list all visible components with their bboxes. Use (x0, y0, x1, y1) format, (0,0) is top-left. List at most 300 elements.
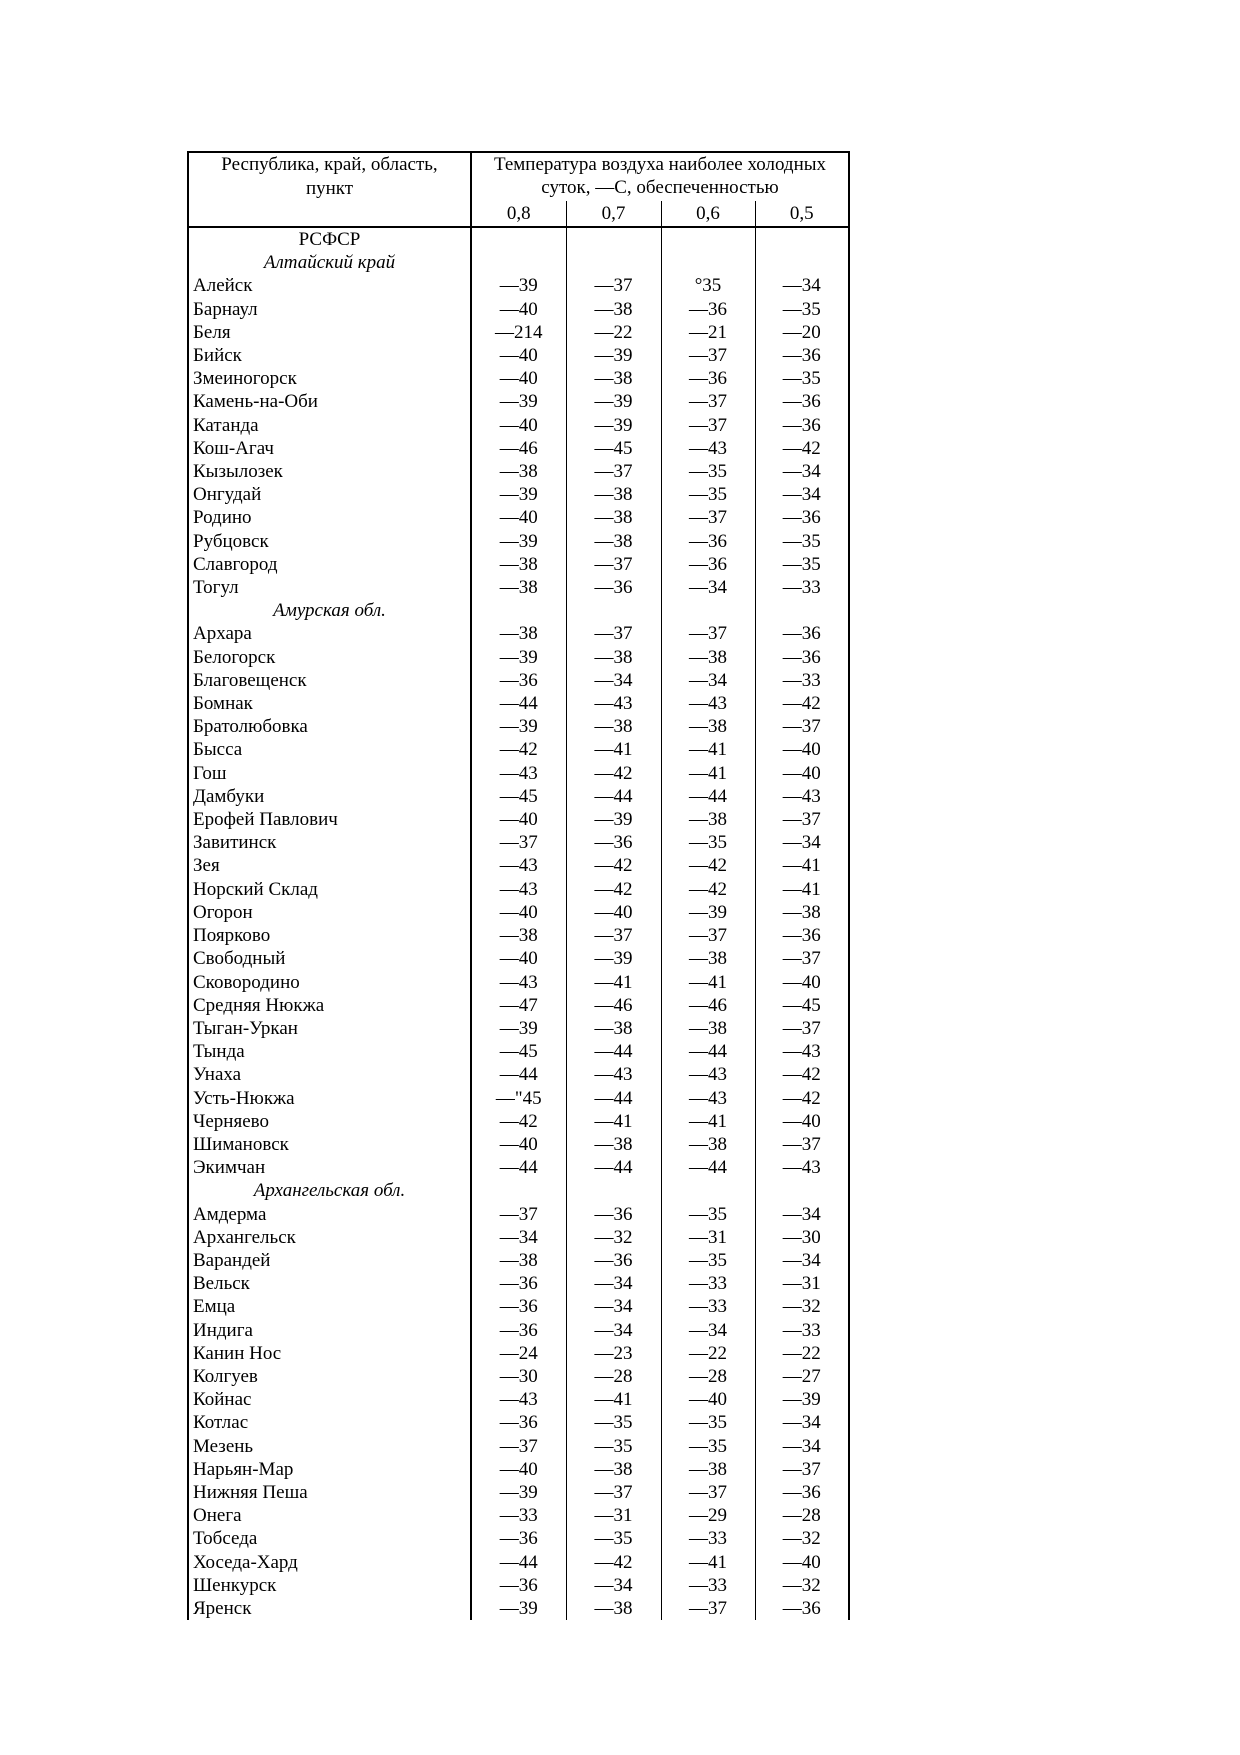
temperature-value: —33 (755, 576, 849, 599)
empty-cell (755, 251, 849, 274)
table-row (188, 1295, 849, 1318)
temperature-value: —46 (471, 437, 566, 460)
temperature-value: —20 (755, 321, 849, 344)
table-row (188, 1017, 849, 1040)
temperature-value: —22 (755, 1342, 849, 1365)
empty-cell (755, 599, 849, 622)
temperature-value: —29 (661, 1504, 755, 1527)
temperature-value: —38 (661, 1133, 755, 1156)
temperature-header-line2: суток, —С, обеспеченностью (541, 177, 779, 198)
table-row (188, 1504, 849, 1527)
temperature-value: —35 (661, 1435, 755, 1458)
section-header-row (188, 227, 849, 251)
prob-column-0-8: 0,8 (471, 201, 566, 227)
temperature-value: —34 (755, 460, 849, 483)
station-name: Завитинск (188, 831, 471, 854)
temperature-value: —40 (471, 414, 566, 437)
temperature-value: —37 (755, 947, 849, 970)
temperature-value: —37 (661, 414, 755, 437)
temperature-value: —40 (755, 971, 849, 994)
table-row (188, 646, 849, 669)
table-row (188, 1342, 849, 1365)
temperature-value: —35 (661, 1203, 755, 1226)
temperature-value: —44 (471, 1551, 566, 1574)
temperature-value: —33 (661, 1295, 755, 1318)
temperature-value: —42 (471, 738, 566, 761)
temperature-value: —41 (755, 878, 849, 901)
empty-cell (755, 1179, 849, 1202)
table-body (188, 227, 849, 1620)
temperature-value: —38 (566, 530, 661, 553)
table-row (188, 390, 849, 413)
temperature-value: —38 (566, 646, 661, 669)
temperature-value: —38 (661, 715, 755, 738)
table-row (188, 1411, 849, 1434)
table-row (188, 715, 849, 738)
temperature-value: —38 (566, 1017, 661, 1040)
temperature-value: —43 (471, 854, 566, 877)
temperature-value: —40 (471, 808, 566, 831)
temperature-value: —46 (566, 994, 661, 1017)
temperature-value: —28 (566, 1365, 661, 1388)
temperature-value: —38 (471, 576, 566, 599)
table-row (188, 1597, 849, 1620)
temperature-value: —37 (661, 344, 755, 367)
temperature-value: —40 (471, 1458, 566, 1481)
temperature-value: —36 (471, 1295, 566, 1318)
temperature-value: —42 (566, 1551, 661, 1574)
temperature-value: —38 (471, 553, 566, 576)
section-header-row (188, 599, 849, 622)
table-header (188, 152, 849, 227)
station-name: Экимчан (188, 1156, 471, 1179)
table-row (188, 460, 849, 483)
temperature-value: —23 (566, 1342, 661, 1365)
temperature-value: —39 (471, 483, 566, 506)
temperature-value: —39 (566, 808, 661, 831)
table-row (188, 854, 849, 877)
prob-column-0-5: 0,5 (755, 201, 849, 227)
temperature-value: —37 (755, 1458, 849, 1481)
table-row (188, 1133, 849, 1156)
temperature-value: —36 (471, 1574, 566, 1597)
station-name: Архангельск (188, 1226, 471, 1249)
temperature-value: —38 (661, 1017, 755, 1040)
temperature-value: —31 (661, 1226, 755, 1249)
temperature-value: —42 (755, 1087, 849, 1110)
temperature-value: —33 (661, 1574, 755, 1597)
station-name: Онега (188, 1504, 471, 1527)
temperature-value: —43 (471, 971, 566, 994)
temperature-value: —36 (566, 576, 661, 599)
temperature-value: °35 (661, 274, 755, 297)
temperature-value: —38 (471, 622, 566, 645)
temperature-value: —37 (566, 553, 661, 576)
temperature-value: —214 (471, 321, 566, 344)
temperature-value: —34 (566, 669, 661, 692)
temperature-value: —42 (661, 854, 755, 877)
station-name: Братолюбовка (188, 715, 471, 738)
temperature-value: —34 (755, 1411, 849, 1434)
table-row (188, 1551, 849, 1574)
temperature-value: —30 (755, 1226, 849, 1249)
temperature-value: —34 (661, 576, 755, 599)
table-row (188, 1458, 849, 1481)
temperature-value: —39 (566, 390, 661, 413)
temperature-value: —41 (566, 738, 661, 761)
empty-cell (471, 1179, 566, 1202)
temperature-value: —37 (755, 715, 849, 738)
temperature-value: —41 (755, 854, 849, 877)
temperature-value: —34 (755, 483, 849, 506)
temperature-value: —39 (471, 530, 566, 553)
temperature-value: —37 (661, 1597, 755, 1620)
temperature-value: —39 (755, 1388, 849, 1411)
temperature-value: —37 (755, 808, 849, 831)
station-name: Белогорск (188, 646, 471, 669)
station-name: Дамбуки (188, 785, 471, 808)
temperature-value: —39 (471, 274, 566, 297)
temperature-value: —42 (755, 437, 849, 460)
temperature-value: —42 (566, 762, 661, 785)
temperature-value: —38 (661, 1458, 755, 1481)
table-row (188, 1481, 849, 1504)
temperature-value: —34 (755, 1249, 849, 1272)
temperature-value: —36 (471, 1319, 566, 1342)
temperature-value: —37 (661, 924, 755, 947)
table-row (188, 1087, 849, 1110)
temperature-value: —42 (755, 1063, 849, 1086)
temperature-value: —37 (566, 1481, 661, 1504)
temperature-value: —38 (566, 483, 661, 506)
temperature-value: —40 (471, 947, 566, 970)
temperature-value: —41 (566, 1388, 661, 1411)
table-row (188, 437, 849, 460)
table-row (188, 321, 849, 344)
table-row (188, 669, 849, 692)
name-column-header-line2: пункт (305, 178, 354, 199)
station-name: Колгуев (188, 1365, 471, 1388)
temperature-value: —40 (755, 1110, 849, 1133)
temperature-value: —39 (471, 390, 566, 413)
temperature-value: —36 (755, 344, 849, 367)
table-row (188, 367, 849, 390)
temperature-value: —35 (661, 1411, 755, 1434)
section-title: Алтайский край (188, 251, 471, 274)
temperature-value: —34 (661, 1319, 755, 1342)
name-column-header-line1: Республика, край, область, (221, 154, 438, 175)
temperature-value: —40 (471, 901, 566, 924)
table-row (188, 622, 849, 645)
temperature-value: —32 (755, 1574, 849, 1597)
temperature-column-header (471, 152, 849, 201)
temperature-value: —38 (566, 1133, 661, 1156)
section-header-row (188, 251, 849, 274)
table-row (188, 1435, 849, 1458)
station-name: Катанда (188, 414, 471, 437)
temperature-value: —46 (661, 994, 755, 1017)
temperature-value: —37 (661, 506, 755, 529)
temperature-value: —43 (755, 1156, 849, 1179)
temperature-value: —40 (471, 344, 566, 367)
empty-cell (661, 1179, 755, 1202)
empty-cell (471, 599, 566, 622)
station-name: Гош (188, 762, 471, 785)
temperature-value: —40 (471, 367, 566, 390)
station-name: Бийск (188, 344, 471, 367)
station-name: Черняево (188, 1110, 471, 1133)
temperature-value: —45 (471, 1040, 566, 1063)
temperature-value: —38 (566, 1458, 661, 1481)
temperature-value: —36 (755, 1481, 849, 1504)
section-title: РСФСР (188, 227, 471, 251)
station-name: Змеиногорск (188, 367, 471, 390)
temperature-value: —34 (566, 1319, 661, 1342)
station-name: Тыган-Уркан (188, 1017, 471, 1040)
station-name: Архара (188, 622, 471, 645)
temperature-value: —36 (755, 622, 849, 645)
temperature-value: —37 (471, 1435, 566, 1458)
empty-cell (755, 227, 849, 251)
station-name: Алейск (188, 274, 471, 297)
temperature-value: —43 (471, 878, 566, 901)
temperature-value: —39 (471, 1017, 566, 1040)
temperature-value: —38 (566, 715, 661, 738)
table-row (188, 298, 849, 321)
empty-cell (471, 251, 566, 274)
station-name: Усть-Нюкжа (188, 1087, 471, 1110)
temperature-value: —36 (755, 646, 849, 669)
temperature-value: —34 (471, 1226, 566, 1249)
station-name: Котлас (188, 1411, 471, 1434)
temperature-value: —37 (661, 622, 755, 645)
temperature-value: —43 (661, 1087, 755, 1110)
temperature-value: —37 (755, 1017, 849, 1040)
empty-cell (566, 1179, 661, 1202)
station-name: Огорон (188, 901, 471, 924)
table-row (188, 1249, 849, 1272)
temperature-value: —33 (661, 1527, 755, 1550)
table-row (188, 1319, 849, 1342)
prob-column-0-6: 0,6 (661, 201, 755, 227)
temperature-value: —44 (471, 1063, 566, 1086)
table-row (188, 808, 849, 831)
table-row (188, 1574, 849, 1597)
temperature-value: —38 (661, 947, 755, 970)
table-row (188, 274, 849, 297)
temperature-value: —22 (661, 1342, 755, 1365)
temperature-value: —42 (566, 878, 661, 901)
station-name: Онгудай (188, 483, 471, 506)
temperature-value: —38 (566, 367, 661, 390)
station-name: Свободный (188, 947, 471, 970)
temperature-value: —43 (661, 1063, 755, 1086)
temperature-value: —39 (566, 414, 661, 437)
temperature-value: —43 (471, 1388, 566, 1411)
temperature-value: —38 (471, 460, 566, 483)
temperature-value: —45 (566, 437, 661, 460)
table-row (188, 576, 849, 599)
temperature-value: —35 (661, 1249, 755, 1272)
temperature-value: —42 (755, 692, 849, 715)
table-row (188, 994, 849, 1017)
empty-cell (566, 599, 661, 622)
temperature-value: —38 (566, 1597, 661, 1620)
table-row (188, 1272, 849, 1295)
station-name: Славгород (188, 553, 471, 576)
temperature-value: —35 (661, 483, 755, 506)
temperature-value: —38 (566, 506, 661, 529)
temperature-value: —36 (471, 669, 566, 692)
station-name: Нижняя Пеша (188, 1481, 471, 1504)
empty-cell (661, 251, 755, 274)
station-name: Бысса (188, 738, 471, 761)
temperature-value: —32 (566, 1226, 661, 1249)
temperature-value: —36 (566, 1249, 661, 1272)
empty-cell (566, 251, 661, 274)
station-name: Кызылозек (188, 460, 471, 483)
temperature-value: —35 (755, 298, 849, 321)
temperature-value: —37 (566, 460, 661, 483)
table-row (188, 530, 849, 553)
temperature-value: —44 (471, 692, 566, 715)
table-row (188, 344, 849, 367)
station-name: Беля (188, 321, 471, 344)
temperature-value: —35 (566, 1527, 661, 1550)
temperature-value: —37 (661, 390, 755, 413)
temperature-value: —28 (661, 1365, 755, 1388)
station-name: Рубцовск (188, 530, 471, 553)
station-name: Кош-Агач (188, 437, 471, 460)
temperature-value: —39 (471, 715, 566, 738)
temperature-value: —36 (661, 367, 755, 390)
empty-cell (566, 227, 661, 251)
temperature-value: —41 (661, 971, 755, 994)
station-name: Камень-на-Оби (188, 390, 471, 413)
temperature-value: —41 (661, 738, 755, 761)
temperature-value: —40 (661, 1388, 755, 1411)
temperature-value: —36 (566, 1203, 661, 1226)
temperature-value: —38 (755, 901, 849, 924)
table-row (188, 1040, 849, 1063)
empty-cell (661, 227, 755, 251)
station-name: Индига (188, 1319, 471, 1342)
station-name: Унаха (188, 1063, 471, 1086)
temperature-header-line1: Температура воздуха наиболее холодных (493, 154, 827, 175)
station-name: Сковородино (188, 971, 471, 994)
station-name: Шенкурск (188, 1574, 471, 1597)
table-row (188, 1527, 849, 1550)
temperature-value: —43 (755, 1040, 849, 1063)
temperature-value: —27 (755, 1365, 849, 1388)
temperature-value: —33 (755, 1319, 849, 1342)
station-name: Вельск (188, 1272, 471, 1295)
section-title: Амурская обл. (188, 599, 471, 622)
temperature-value: —43 (661, 437, 755, 460)
temperature-value: —42 (566, 854, 661, 877)
temperature-value: —35 (566, 1435, 661, 1458)
temperature-value: —30 (471, 1365, 566, 1388)
station-name: Мезень (188, 1435, 471, 1458)
table-row (188, 947, 849, 970)
station-name: Хоседа-Хард (188, 1551, 471, 1574)
temperature-value: —40 (471, 506, 566, 529)
temperature-value: —38 (566, 298, 661, 321)
temperature-value: —35 (661, 460, 755, 483)
temperature-value: —39 (471, 1481, 566, 1504)
station-name: Амдерма (188, 1203, 471, 1226)
section-header-row (188, 1179, 849, 1202)
temperature-value: —36 (661, 553, 755, 576)
table-row (188, 1110, 849, 1133)
temperature-value: —33 (755, 669, 849, 692)
prob-column-0-7: 0,7 (566, 201, 661, 227)
temperature-value: —35 (755, 553, 849, 576)
table-row (188, 553, 849, 576)
temperature-value: —21 (661, 321, 755, 344)
temperature-value: —40 (471, 298, 566, 321)
empty-cell (471, 227, 566, 251)
header-row-top (188, 152, 849, 201)
temperature-value: —31 (755, 1272, 849, 1295)
temperature-value: —45 (471, 785, 566, 808)
table-row (188, 1203, 849, 1226)
temperature-value: —37 (566, 622, 661, 645)
table-row (188, 901, 849, 924)
temperature-value: —36 (471, 1272, 566, 1295)
station-name: Канин Нос (188, 1342, 471, 1365)
temperature-value: —39 (471, 1597, 566, 1620)
temperature-value: —39 (471, 646, 566, 669)
station-name: Нарьян-Мар (188, 1458, 471, 1481)
temperature-value: —42 (471, 1110, 566, 1133)
station-name: Бомнак (188, 692, 471, 715)
table-row (188, 831, 849, 854)
temperature-value: —24 (471, 1342, 566, 1365)
temperature-value: —28 (755, 1504, 849, 1527)
temperature-value: —34 (755, 831, 849, 854)
temperature-value: —38 (661, 808, 755, 831)
table-row (188, 506, 849, 529)
temperature-value: —33 (661, 1272, 755, 1295)
temperature-value: —34 (661, 669, 755, 692)
table-row (188, 762, 849, 785)
temperature-value: —34 (566, 1574, 661, 1597)
temperature-value: —43 (471, 762, 566, 785)
temperature-value: —36 (471, 1411, 566, 1434)
temperature-value: —35 (755, 530, 849, 553)
temperature-value: —41 (566, 971, 661, 994)
temperature-value: —44 (566, 1087, 661, 1110)
table-row (188, 924, 849, 947)
temperature-value: —38 (471, 1249, 566, 1272)
table-row (188, 878, 849, 901)
station-name: Емца (188, 1295, 471, 1318)
station-name: Тобседа (188, 1527, 471, 1550)
table-row (188, 1388, 849, 1411)
temperature-value: —37 (566, 274, 661, 297)
temperature-value: —41 (661, 762, 755, 785)
station-name: Зея (188, 854, 471, 877)
temperature-value: —43 (566, 692, 661, 715)
station-name: Поярково (188, 924, 471, 947)
temperature-value: —34 (755, 274, 849, 297)
temperature-value: —36 (755, 390, 849, 413)
temperature-value: —35 (755, 367, 849, 390)
temperature-value: —47 (471, 994, 566, 1017)
station-name: Варандей (188, 1249, 471, 1272)
station-name: Благовещенск (188, 669, 471, 692)
